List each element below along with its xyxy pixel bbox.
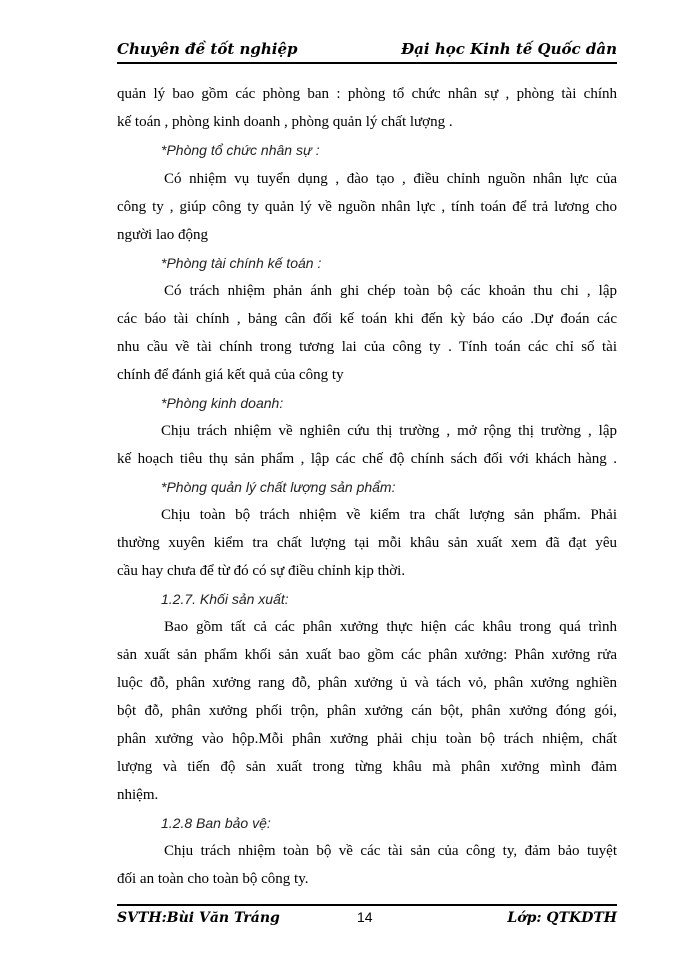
section-heading: *Phòng kinh doanh: <box>161 395 284 411</box>
text-line: Chịu trách nhiệm về nghiên cứu thị trường , mở rộng thị trường , lập <box>161 423 617 439</box>
text-line: chính để đánh giá kết quả của công ty <box>117 367 344 383</box>
text-line: Chịu trách nhiệm toàn bộ về các tài sản của công ty, đảm bảo tuyệt <box>164 843 617 859</box>
page-number: 14 <box>357 909 373 925</box>
text-line: kế hoạch tiêu thụ sản phẩm , lập các chế độ chính sách đối với khách hàng . <box>117 451 617 467</box>
text-line: các báo tài chính , bảng cân đối kế toán khi đến kỳ báo cáo .Dự đoán các <box>117 311 617 327</box>
footer-class: Lớp: QTKDTH <box>507 910 617 926</box>
text-line: cầu hay chưa để từ đó có sự điều chỉnh kịp thời. <box>117 563 406 579</box>
footer-author: SVTH:Bùi Văn Tráng <box>117 910 280 926</box>
header-left-title: Chuyên đề tốt nghiệp <box>117 40 298 58</box>
text-line: thường xuyên kiểm tra chất lượng tại mỗi khâu sản xuất xem đã đạt yêu <box>117 535 617 551</box>
text-line: Có trách nhiệm phản ánh ghi chép toàn bộ các khoản thu chi , lập <box>164 283 617 299</box>
text-line: Có nhiệm vụ tuyển dụng , đào tạo , điều chỉnh nguồn nhân lực của <box>164 171 617 187</box>
section-heading: 1.2.8 Ban bảo vệ: <box>161 815 271 831</box>
section-heading: *Phòng tài chính kế toán : <box>161 255 322 271</box>
page-header <box>117 38 617 64</box>
section-heading: 1.2.7. Khối sản xuất: <box>161 591 289 607</box>
text-line: kế toán , phòng kinh doanh , phòng quản lý chất lượng . <box>117 114 453 130</box>
text-line: đối an toàn cho toàn bộ công ty. <box>117 871 309 887</box>
text-line: công ty , giúp công ty quản lý về nguồn nhân lực , tính toán để trả lương cho <box>117 199 617 215</box>
text-line: quản lý bao gồm các phòng ban : phòng tổ chức nhân sự , phòng tài chính <box>117 86 617 102</box>
header-right-title: Đại học Kinh tế Quốc dân <box>401 40 617 58</box>
text-line: nhiệm. <box>117 787 159 803</box>
page-footer <box>117 904 617 930</box>
text-line: nhu cầu về tài chính trong tương lai của công ty . Tính toán các chỉ số tài <box>117 339 617 355</box>
section-heading: *Phòng quản lý chất lượng sản phẩm: <box>161 479 396 495</box>
text-line: lượng và tiến độ sản xuất trong từng khâu mà phân xưởng mình đảm <box>117 759 617 775</box>
text-line: luộc đỗ, phân xưởng rang đỗ, phân xưởng ủ và tách vỏ, phân xưởng nghiền <box>117 675 617 691</box>
text-line: Chịu toàn bộ trách nhiệm về kiểm tra chất lượng sản phẩm. Phải <box>161 507 617 523</box>
text-line: bột đỗ, phân xưởng phối trộn, phân xưởng cán bột, phân xưởng đóng gói, <box>117 703 617 719</box>
text-line: phân xưởng vào hộp.Mỗi phân xưởng phải chịu toàn bộ trách nhiệm, chất <box>117 731 617 747</box>
text-line: sản xuất sản phẩm khối sản xuất bao gồm các phân xưởng: Phân xưởng rửa <box>117 647 617 663</box>
text-line: Bao gồm tất cả các phân xưởng thực hiện các khâu trong quá trình <box>164 619 617 635</box>
section-heading: *Phòng tổ chức nhân sự : <box>161 142 320 158</box>
text-line: người lao động <box>117 227 209 243</box>
